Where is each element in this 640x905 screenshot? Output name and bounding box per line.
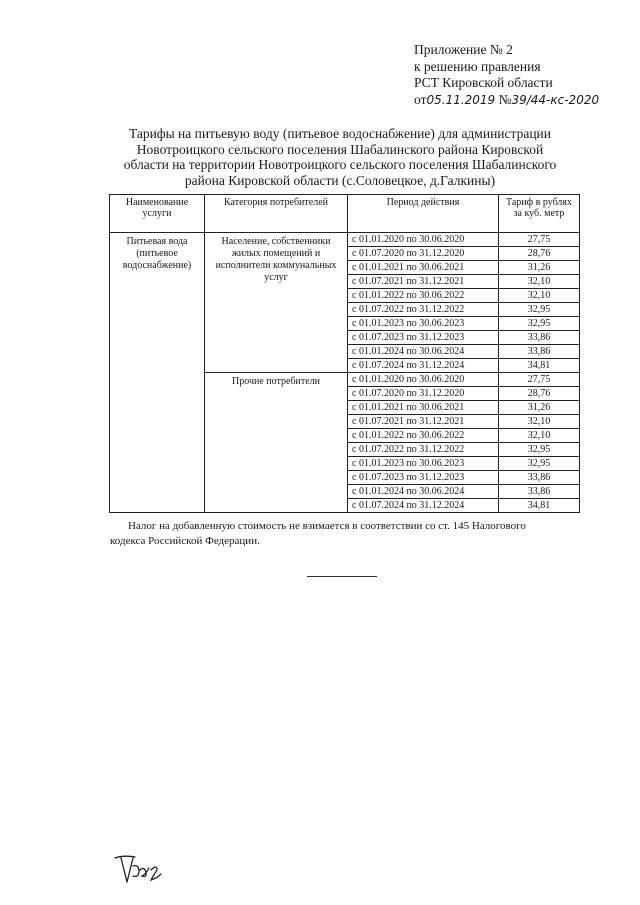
period-cell: с 01.01.2024 по 30.06.2024 <box>348 345 499 359</box>
tariff-cell: 33,86 <box>499 345 580 359</box>
tariff-cell: 27,75 <box>499 233 580 247</box>
table-row <box>110 233 580 247</box>
period-cell: с 01.07.2023 по 31.12.2023 <box>348 471 499 485</box>
appendix-decision: к решению правления <box>414 58 541 74</box>
period-cell: с 01.07.2022 по 31.12.2022 <box>348 443 499 457</box>
header-service: Наименование услуги <box>110 195 205 233</box>
vat-note <box>110 519 578 549</box>
tariff-cell: 32,95 <box>499 303 580 317</box>
period-cell: с 01.07.2020 по 31.12.2020 <box>348 247 499 261</box>
vat-note-line: Налог на добавленную стоимость не взимается в соответствии со ст. 145 Налогового <box>128 520 526 532</box>
separator-line <box>307 576 377 577</box>
period-cell: с 01.07.2022 по 31.12.2022 <box>348 303 499 317</box>
document-title <box>100 126 580 188</box>
tariff-cell: 32,10 <box>499 429 580 443</box>
period-cell: с 01.01.2024 по 30.06.2024 <box>348 485 499 499</box>
period-cell: с 01.07.2021 по 31.12.2021 <box>348 275 499 289</box>
tariff-cell: 28,76 <box>499 247 580 261</box>
tariff-cell: 33,86 <box>499 471 580 485</box>
period-cell: с 01.01.2021 по 30.06.2021 <box>348 261 499 275</box>
tariff-table <box>109 194 580 513</box>
appendix-date-line <box>414 92 599 109</box>
tariff-cell: 28,76 <box>499 387 580 401</box>
appendix-number: Приложение № 2 <box>414 42 513 57</box>
tariff-cell: 32,95 <box>499 457 580 471</box>
tariff-cell: 31,26 <box>499 401 580 415</box>
appendix-authority: РСТ Кировской области <box>414 75 553 90</box>
handwritten-signature <box>113 852 165 886</box>
tariff-cell: 32,10 <box>499 275 580 289</box>
decision-date: 05.11.2019 <box>426 92 496 107</box>
period-cell: с 01.01.2021 по 30.06.2021 <box>348 401 499 415</box>
number-label: № <box>498 91 512 107</box>
period-cell: с 01.01.2020 по 30.06.2020 <box>348 233 499 247</box>
vat-note-line: кодекса Российской Федерации. <box>110 535 260 547</box>
consumer-category: Прочие потребители <box>205 373 348 513</box>
title-line: Тарифы на питьевую воду (питьевое водоснабжение) для администрации <box>128 126 551 141</box>
period-cell: с 01.07.2024 по 31.12.2024 <box>348 499 499 513</box>
tariff-cell: 33,86 <box>499 485 580 499</box>
tariff-cell: 27,75 <box>499 373 580 387</box>
period-cell: с 01.01.2023 по 30.06.2023 <box>348 457 499 471</box>
tariff-cell: 32,95 <box>499 443 580 457</box>
title-line: области на территории Новотроицкого сельского поселения Шабалинского <box>123 157 557 172</box>
decision-number: 39/44-кс-2020 <box>511 92 600 107</box>
service-name: Питьевая вода (питьевое водоснабжение) <box>110 233 205 513</box>
period-cell: с 01.07.2024 по 31.12.2024 <box>348 359 499 373</box>
tariff-cell: 32,95 <box>499 317 580 331</box>
period-cell: с 01.01.2023 по 30.06.2023 <box>348 317 499 331</box>
period-cell: с 01.01.2020 по 30.06.2020 <box>348 373 499 387</box>
tariff-cell: 34,81 <box>499 499 580 513</box>
tariff-cell: 32,10 <box>499 415 580 429</box>
tariff-cell: 31,26 <box>499 261 580 275</box>
period-cell: с 01.01.2022 по 30.06.2022 <box>348 289 499 303</box>
period-cell: с 01.07.2021 по 31.12.2021 <box>348 415 499 429</box>
date-prefix: от <box>414 91 427 107</box>
consumer-category: Население, собственники жилых помещений и исполнители коммунальных услуг <box>205 233 348 373</box>
title-line: района Кировской области (с.Соловецкое, д.Галкины) <box>184 172 496 188</box>
tariff-cell: 34,81 <box>499 359 580 373</box>
header-category: Категория потребителей <box>205 195 348 233</box>
period-cell: с 01.01.2022 по 30.06.2022 <box>348 429 499 443</box>
period-cell: с 01.07.2020 по 31.12.2020 <box>348 387 499 401</box>
table-header-row <box>110 195 580 233</box>
title-line: Новотроицкого сельского поселения Шабалинского района Кировской <box>136 141 544 157</box>
table-body <box>110 233 580 513</box>
tariff-cell: 32,10 <box>499 289 580 303</box>
period-cell: с 01.07.2023 по 31.12.2023 <box>348 331 499 345</box>
header-period: Период действия <box>348 195 499 233</box>
appendix-block <box>414 42 599 108</box>
header-tariff: Тариф в рублях за куб. метр <box>499 195 580 233</box>
tariff-cell: 33,86 <box>499 331 580 345</box>
